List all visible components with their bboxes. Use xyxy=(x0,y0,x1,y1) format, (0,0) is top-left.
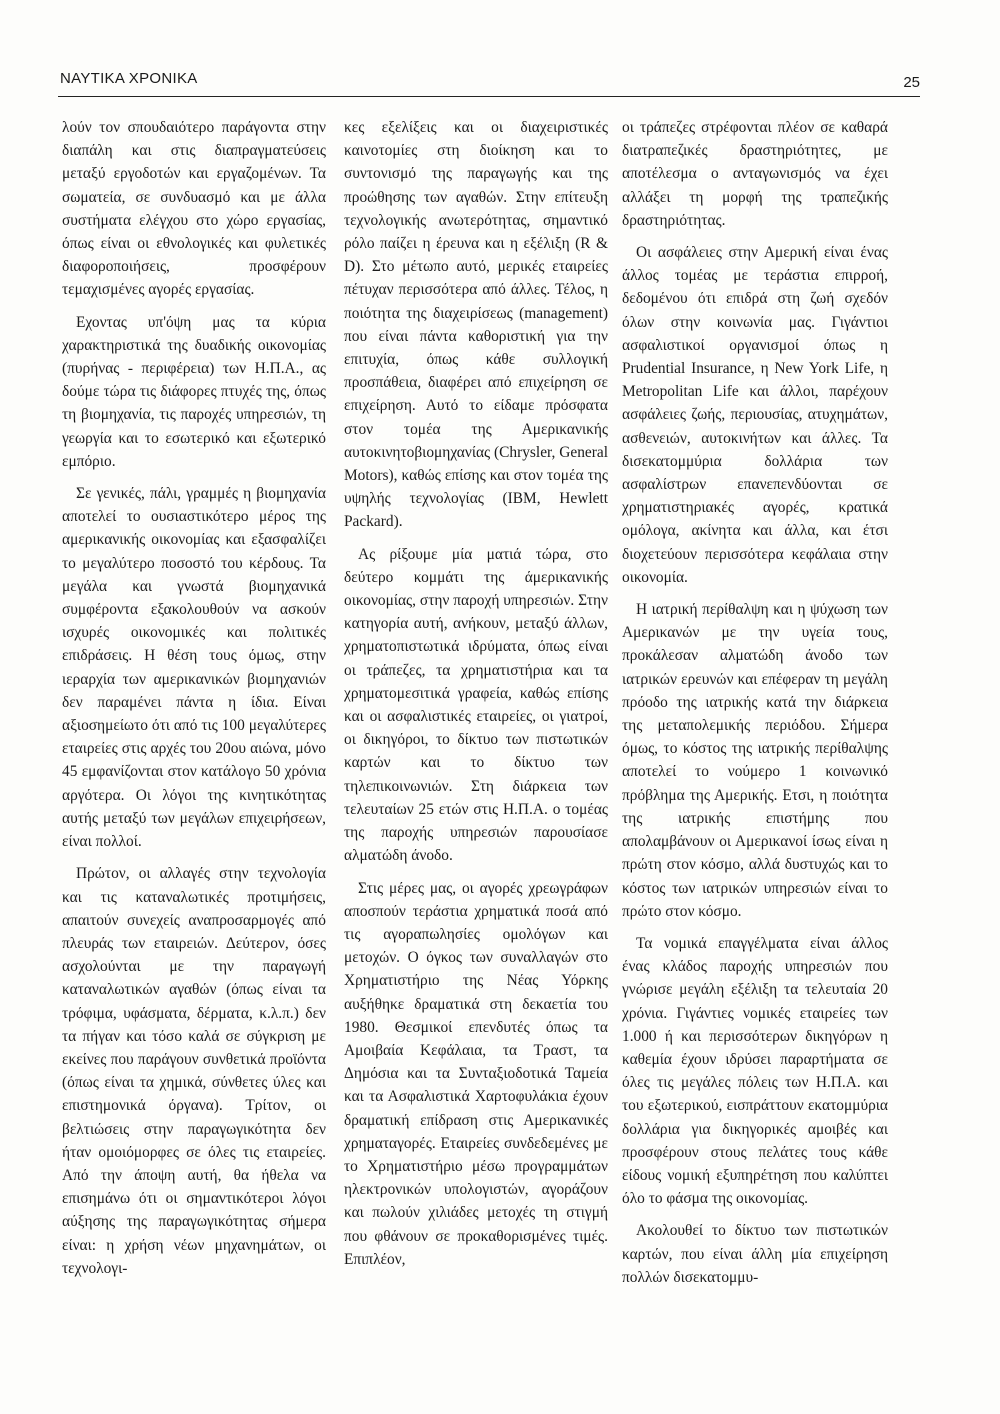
page-header xyxy=(58,66,920,97)
text-column-1 xyxy=(62,116,326,1289)
paragraph: λούν τον σπουδαιότερο παράγοντα στην διαπάλη και στις διαπραγματεύσεις μεταξύ εργοδοτών και εργαζομένων. Τα σωματεία, σε συνδυασμό και με άλλα συστήματα ελέγχου στο χώρο εργασίας, όπως είναι οι εθνολογικές και φυλετικές διαφοροποιήσεις, προσφέρουν τεμαχισμένες αγορές εργασίας. xyxy=(62,119,326,299)
magazine-title: ΝΑΥΤΙΚΑ ΧΡΟΝΙΚΑ xyxy=(60,70,198,87)
paragraph: Στις μέρες μας, οι αγορές χρεωγράφων αποσπούν τεράστια χρηματικά ποσά από τις αγοραπωλησίες ομολόγων και μετοχών. Ο όγκος των συναλλαγών στο Χρηματιστήριο της Νέας Υόρκης αυξήθηκε δραματικά στη δεκαετία του 1980. Θεσμικοί επενδυτές όπως τα Αμοιβαία Κεφάλαια, τα Τραστ, τα Δημόσια και τα Συνταξιοδοτικά Ταμεία και τα Ασφαλιστικά Χαρτοφυλάκια έχουν δραματική επίδραση στις Αμερικανικές χρηματαγορές. Εταιρείες συνδεδεμένες με το Χρηματιστήριο μέσω προγραμμάτων ηλεκτρονικών υπολογιστών, αγοράζουν και πωλούν χιλιάδες μετοχές τη στιγμή που φθάνουν σε προκαθορισμένες τιμές. Επιπλέον, xyxy=(344,879,608,1268)
paragraph: οι τράπεζες στρέφονται πλέον σε καθαρά διατραπεζικές δραστηριότητες, με αποτέλεσμα ο ανταγωνισμός να έχει αλλάξει τη μορφή της τραπεζικής δραστηριότητας. xyxy=(622,119,888,229)
text-column-3 xyxy=(622,116,888,1298)
paragraph: Εχοντας υπ'όψη μας τα κύρια χαρακτηριστικά της δυαδικής οικονομίας (πυρήνας - περιφέρεια) των Η.Π.Α., ας δούμε τώρα τις διάφορες πτυχές της, όπως τη βιομηχανία, τις παροχές υπηρεσιών, τη γεωργία και το εσωτερικό και εξωτερικό εμπόριο. xyxy=(62,313,326,470)
paragraph: Τα νομικά επαγγέλματα είναι άλλος ένας κλάδος παροχής υπηρεσιών που γνώρισε μεγάλη εξέλιξη τα τελευταία 20 χρόνια. Γιγάντιες νομικές εταιρείες των 1.000 ή και περισσότερων δικηγόρων η καθεμία έχουν ιδρύσει παραρτήματα σε όλες τις μεγάλες πόλεις των Η.Π.Α. και του εξωτερικού, εισπράττουν εκατομμύρια δολλάρια για δικηγορικές αμοιβές και προσφέρουν στους πελάτες τους κάθε είδους νομική εξυπηρέτηση που καλύπτει όλο το φάσμα της οικονομίας. xyxy=(622,934,888,1208)
paragraph: Ακολουθεί το δίκτυο των πιστωτικών καρτών, που είναι άλλη μία επιχείρηση πολλών δισεκατομμυ- xyxy=(622,1222,888,1286)
text-column-2 xyxy=(344,116,608,1280)
paragraph: Σε γενικές, πάλι, γραμμές η βιομηχανία αποτελεί το ουσιαστικότερο μέρος της αμερικανικής οικονομίας και εξασφαλίζει το μεγαλύτερο ποσοστό του κέρδους. Τα μεγάλα και γνωστά βιομηχανικά συμφέροντα εξακολουθούν να ασκούν ισχυρές οικονομικές και πολιτικές επιδράσεις. Η θέση τους όμως, στην ιεραρχία των αμερικανικών βιομηχανιών δεν παραμένει πάντα η ίδια. Είναι αξιοσημείωτο ότι από τις 100 μεγαλύτερες εταιρείες στις αρχές του 20ου αιώνα, μόνο 45 εμφανίζονται στον κατάλογο 50 χρόνια αργότερα. Οι λόγοι της κινητικότητας αυτής μεταξύ των μεγάλων επιχειρήσεων, είναι πολλοί. xyxy=(62,485,326,851)
paragraph: Οι ασφάλειες στην Αμερική είναι ένας άλλος τομέας με τεράστια επιρροή, δεδομένου ότι επιδρά στη ζωή σχεδόν όλων στην κοινωνία μας. Γιγάντιοι ασφαλιστικοί οργανισμοί όπως η Prudential Insurance, η New York Life, η Metropolitan Life και άλλοι, παρέχουν ασφάλειες ζωής, περιουσίας, ατυχημάτων, ασθενειών, αυτοκινήτων και άλλες. Τα δισεκατομμύρια δολλάρια των ασφαλίστρων επανεπενδύονται σε χρηματιστηριακές αγορές, κρατικά ομόλογα, ακίνητα και άλλα, και έτσι διοχετεύουν περισσότερα κεφάλαια στην οικονομία. xyxy=(622,244,888,586)
page-number: 25 xyxy=(903,74,920,91)
paragraph: κες εξελίξεις και οι διαχειριστικές καινοτομίες στη διοίκηση και το συντονισμό της παραγωγής και της προώθησης των αγαθών. Στην επίτευξη τεχνολογικής ανωτερότητας, σημαντικό ρόλο παίζει η έρευνα και η εξέλιξη (R & D). Στο μέτωπο αυτό, μερικές εταιρείες πέτυχαν περισσότερα από άλλες. Τέλος, η ποιότητα της διαχειρίσεως (management) που είναι πάντα καθοριστική για την επιτυχία, όπως κάθε συλλογική προσπάθεια, διαφέρει από επιχείρηση σε επιχείρηση. Αυτό το είδαμε πρόσφατα στον τομέα της Αμερικανικής αυτοκινητοβιομηχανίας (Chrysler, General Motors), καθώς επίσης και στον τομέα της υψηλής τεχνολογίας (IBM, Hewlett Packard). xyxy=(344,119,608,531)
paragraph: Η ιατρική περίθαλψη και η ψύχωση των Αμερικανών με την υγεία τους, προκάλεσαν αλματώδη άνοδο των ιατρικών ερευνών και επέφεραν τη μεγάλη πρόοδο της ιατρικής κατά την διάρκεια της μεταπολεμικής περιόδου. Σήμερα όμως, το κόστος της ιατρικής περίθαλψης αποτελεί το νούμερο 1 κοινωνικό πρόβλημα της Αμερικής. Ετσι, η ποιότητα της ιατρικής επιστήμης που απολαμβάνουν οι Αμερικανοί ίσως είναι η πρώτη στον κόσμο, αλλά δυστυχώς και το κόστος των ιατρικών υπηρεσιών είναι το πρώτο στον κόσμο. xyxy=(622,601,888,920)
paragraph: Πρώτον, οι αλλαγές στην τεχνολογία και τις καταναλωτικές προτιμήσεις, απαιτούν συνεχείς αναπροσαρμογές από πλευράς των εταιρειών. Δεύτερον, όσες ασχολούνται με την παραγωγή καταναλωτικών αγαθών (όπως είναι τα τρόφιμα, υφάσματα, δέρματα, κ.λ.π.) δεν τα πήγαν και τόσο καλά σε σύγκριση με εκείνες που παράγουν συνθετικά προϊόντα (όπως είναι τα χημικά, σύνθετες ύλες και επιστημονικά όργανα). Τρίτον, οι βελτιώσεις στην παραγωγικότητα δεν ήταν ομοιόμορφες σε όλες τις εταιρείες. Από την άποψη αυτή, θα ήθελα να επισημάνω ότι οι σημαντικότεροι λόγοι αύξησης της παραγωγικότητας σήμερα είναι: η χρήση νέων μηχανημάτων, οι τεχνολογι- xyxy=(62,865,326,1277)
paragraph: Ας ρίξουμε μία ματιά τώρα, στο δεύτερο κομμάτι της άμερικανικής οικονομίας, στην παροχή υπηρεσιών. Στην κατηγορία αυτή, ανήκουν, μεταξύ άλλων, χρηματοπιστωτικά ιδρύματα, όπως είναι οι τράπεζες, τα χρηματιστήρια και τα χρηματομεσιτικά γραφεία, καθώς επίσης και οι ασφαλιστικές εταιρείες, οι γιατροί, οι δικηγόροι, το δίκτυο των πιστωτικών καρτών και το δίκτυο των τηλεπικοινωνιών. Στη διάρκεια των τελευταίων 25 ετών στις Η.Π.Α. ο τομέας της παροχής υπηρεσιών παρουσίασε αλματώδη άνοδο. xyxy=(344,545,608,865)
